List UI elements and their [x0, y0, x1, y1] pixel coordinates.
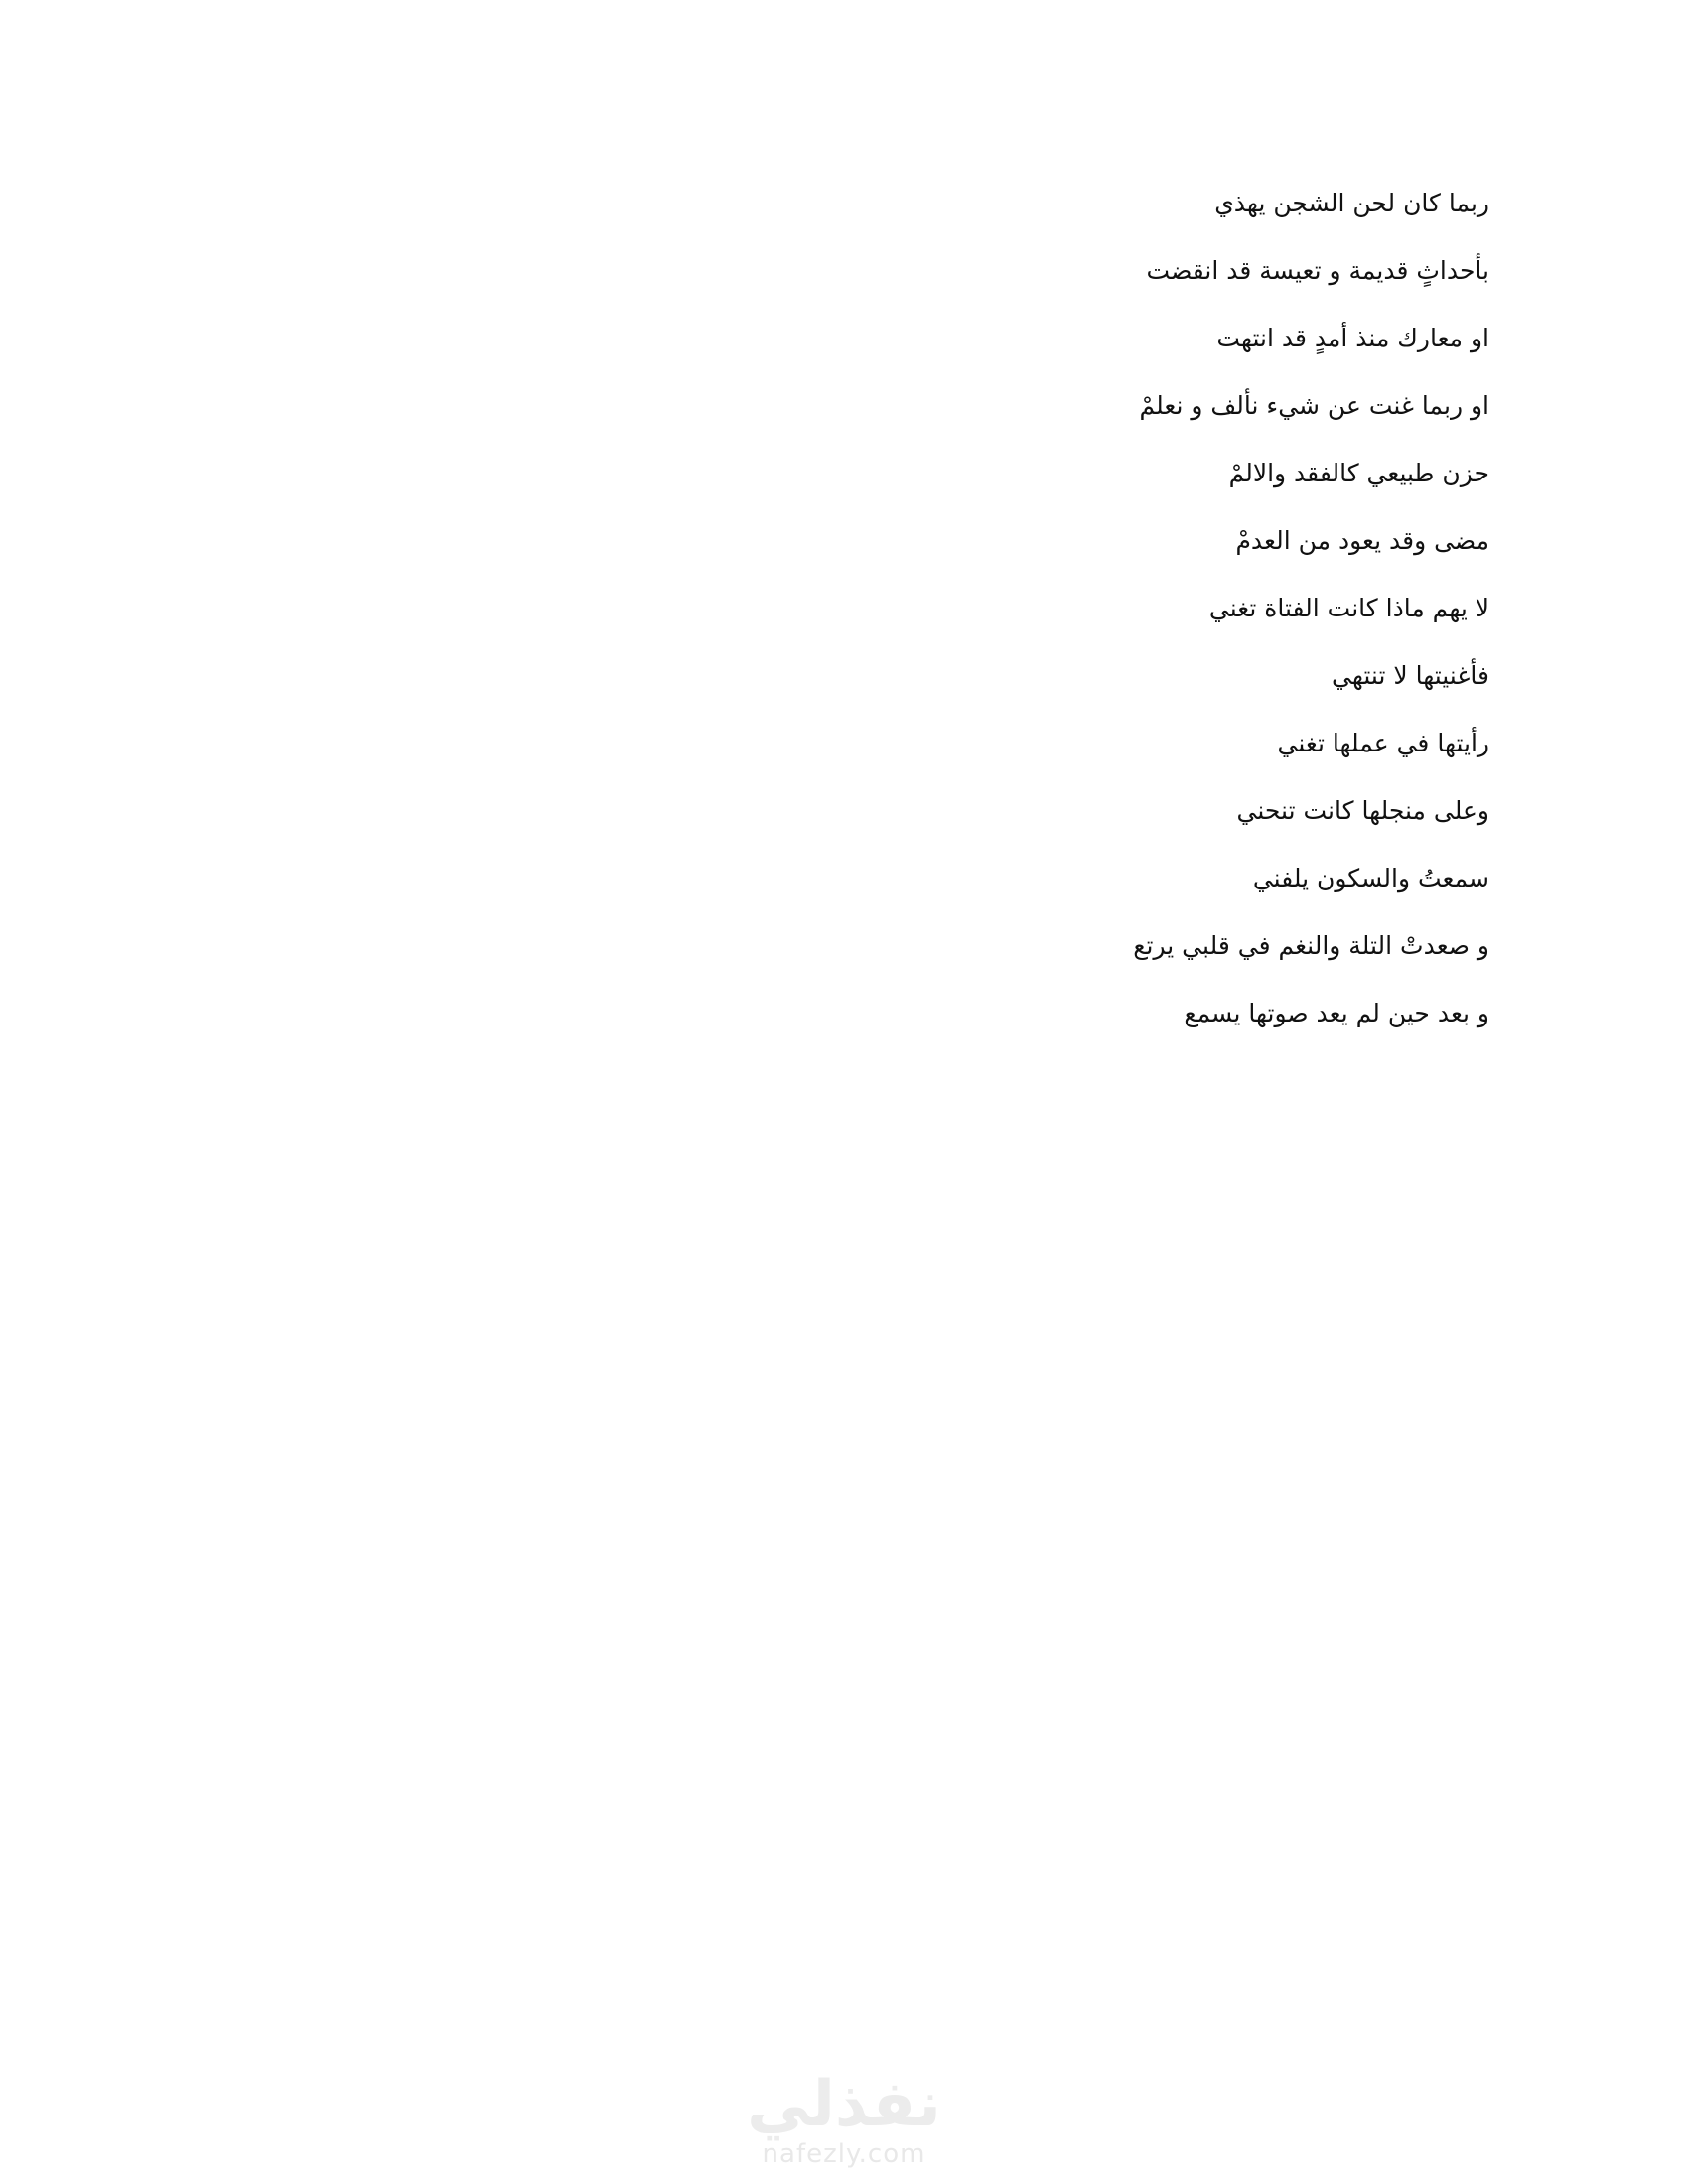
poem-line: او ربما غنت عن شيء نألف و نعلمْ [1139, 391, 1489, 420]
poem-line: حزن طبيعي كالفقد والالمْ [1228, 459, 1489, 487]
poem-line: او معارك منذ أمدٍ قد انتهت [1216, 324, 1489, 352]
poem-line: و صعدتْ التلة والنغم في قلبي يرتع [1133, 931, 1489, 960]
poem-line: فأغنيتها لا تنتهي [1332, 661, 1489, 690]
poem-line: بأحداثٍ قديمة و تعيسة قد انقضت [1146, 256, 1489, 285]
watermark-url: nafezly.com [762, 2139, 926, 2169]
poem-line: ربما كان لحن الشجن يهذي [1214, 189, 1489, 217]
poem-text [695, 189, 1489, 1066]
poem-line: وعلى منجلها كانت تنحني [1236, 796, 1489, 825]
poem-line: رأيتها في عملها تغني [1277, 729, 1489, 757]
watermark [695, 2070, 993, 2179]
poem-line: مضى وقد يعود من العدمْ [1235, 526, 1489, 555]
watermark-logo: نفذلي [747, 2068, 941, 2141]
poem-line: سمعتُ والسكون يلفني [1252, 864, 1489, 892]
poem-line: و بعد حين لم يعد صوتها يسمع [1184, 999, 1489, 1027]
poem-line: لا يهم ماذا كانت الفتاة تغني [1208, 594, 1489, 622]
